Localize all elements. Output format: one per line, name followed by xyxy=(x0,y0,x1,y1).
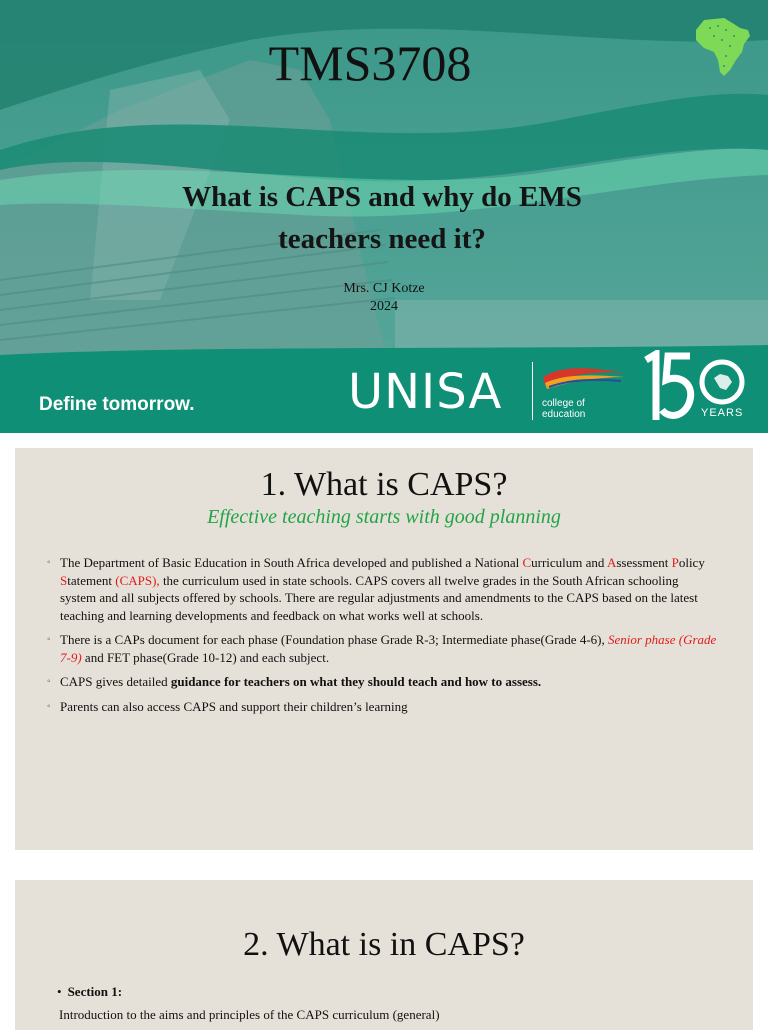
senior-phase-highlight: Senior phase (Grade 7-9) xyxy=(60,632,717,665)
subtitle-line-1: What is CAPS and why do EMS xyxy=(182,181,582,213)
logo-divider xyxy=(532,362,533,420)
caps-acronym: (CAPS), xyxy=(115,572,160,588)
list-item: ◦ Parents can also access CAPS and support their children’s learning xyxy=(47,698,717,716)
section-description: Introduction to the aims and principles of the CAPS curriculum (general) xyxy=(59,1007,440,1022)
list-item: ◦ CAPS gives detailed guidance for teachers on what they should teach and how to assess. xyxy=(47,673,717,691)
course-code-title: TMS3708 xyxy=(268,35,472,91)
list-item: ◦ The Department of Basic Education in South Africa developed and published a National Curriculum and Assessment Policy Statement (CAPS), the curriculum used in state schools. CAPS covers all twelve grades in the South African schooling system and all subjects offered by schools. There are regular adjustments and amendments to the CAPS based on the latest teaching and learning developments and feedback on what works well at schools. xyxy=(47,554,717,624)
college-of-education-label xyxy=(542,398,585,420)
author-name: Mrs. CJ Kotze xyxy=(343,281,425,296)
slogan: Define tomorrow. xyxy=(39,394,195,415)
title-slide xyxy=(0,0,768,433)
slide-what-is-in-caps xyxy=(15,880,753,1030)
slide-what-is-caps xyxy=(15,448,753,850)
bullet-list xyxy=(47,554,717,722)
slide-tagline: Effective teaching starts with good planning xyxy=(207,506,561,528)
author-block xyxy=(284,280,484,316)
slide-heading: 2. What is in CAPS? xyxy=(243,926,525,963)
presentation-year: 2024 xyxy=(370,299,398,314)
subtitle-line-2: teachers need it? xyxy=(278,223,486,255)
guidance-emphasis: guidance for teachers on what they should teach and how to assess. xyxy=(170,674,542,689)
slide-heading: 1. What is CAPS? xyxy=(260,466,508,503)
presentation-subtitle xyxy=(100,176,664,260)
unisa-logo-text: UNISA xyxy=(348,364,503,420)
anniversary-years-label: YEARS xyxy=(701,407,744,419)
college-line-1: college of xyxy=(542,398,585,409)
list-item: ◦ There is a CAPs document for each phase (Foundation phase Grade R-3; Intermediate phase(Grade 4-6), Senior phase (Grade 7-9) and FET phase(Grade 10-12) and each subject. xyxy=(47,631,717,666)
section-label: • Section 1: xyxy=(57,984,122,1000)
college-flag-icon xyxy=(541,363,627,393)
college-line-2: education xyxy=(542,409,586,420)
